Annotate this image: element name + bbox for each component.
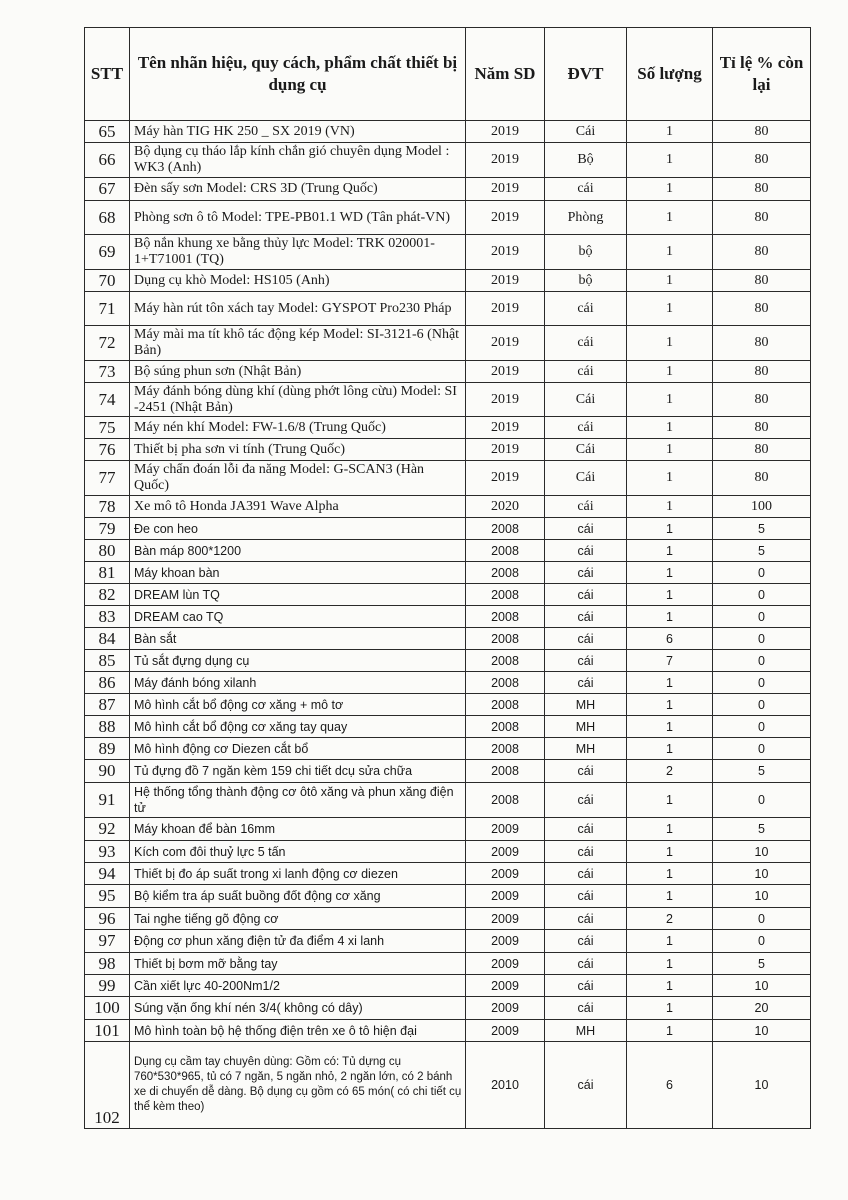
row-name: Đe con heo	[130, 518, 466, 540]
table-body	[85, 121, 811, 1129]
table-row	[85, 292, 811, 326]
row-year: 2008	[466, 650, 545, 672]
row-qty: 1	[627, 270, 713, 292]
row-year: 2008	[466, 760, 545, 783]
row-pct: 80	[713, 235, 811, 270]
row-pct: 80	[713, 461, 811, 496]
row-stt: 100	[85, 997, 130, 1020]
row-qty: 1	[627, 235, 713, 270]
row-year: 2009	[466, 863, 545, 885]
row-year: 2008	[466, 694, 545, 716]
row-unit: cái	[545, 908, 627, 930]
row-name: Bộ dụng cụ tháo lắp kính chắn gió chuyên dụng Model : WK3 (Anh)	[130, 143, 466, 178]
table-row	[85, 997, 811, 1020]
row-stt: 74	[85, 383, 130, 417]
row-stt: 87	[85, 694, 130, 716]
row-stt: 76	[85, 439, 130, 461]
row-year: 2019	[466, 121, 545, 143]
row-unit: cái	[545, 818, 627, 841]
row-pct: 0	[713, 650, 811, 672]
table-row	[85, 930, 811, 953]
row-name: Thiết bị pha sơn vi tính (Trung Quốc)	[130, 439, 466, 461]
row-stt: 89	[85, 738, 130, 760]
row-year: 2019	[466, 235, 545, 270]
row-unit: cái	[545, 326, 627, 361]
row-unit: cái	[545, 562, 627, 584]
row-year: 2020	[466, 496, 545, 518]
row-year: 2008	[466, 783, 545, 818]
table-row	[85, 672, 811, 694]
row-unit: cái	[545, 1042, 627, 1129]
table-row	[85, 1020, 811, 1042]
row-qty: 1	[627, 783, 713, 818]
row-qty: 1	[627, 672, 713, 694]
row-unit: cái	[545, 841, 627, 863]
row-qty: 1	[627, 461, 713, 496]
row-year: 2009	[466, 953, 545, 975]
row-pct: 10	[713, 885, 811, 908]
row-qty: 1	[627, 930, 713, 953]
row-pct: 10	[713, 841, 811, 863]
table-row	[85, 121, 811, 143]
row-name: Bàn máp 800*1200	[130, 540, 466, 562]
row-stt: 98	[85, 953, 130, 975]
table-header-row	[85, 28, 811, 121]
row-stt: 99	[85, 975, 130, 997]
row-stt: 72	[85, 326, 130, 361]
row-name: Tủ sắt đựng dụng cụ	[130, 650, 466, 672]
row-name: Máy mài ma tít khô tác động kép Model: SI-3121-6 (Nhật Bản)	[130, 326, 466, 361]
row-qty: 1	[627, 143, 713, 178]
table-row	[85, 439, 811, 461]
row-name: Bộ súng phun sơn (Nhật Bản)	[130, 361, 466, 383]
table-row	[85, 694, 811, 716]
row-qty: 1	[627, 953, 713, 975]
row-qty: 1	[627, 997, 713, 1020]
row-qty: 1	[627, 562, 713, 584]
row-year: 2009	[466, 930, 545, 953]
row-stt: 66	[85, 143, 130, 178]
row-unit: MH	[545, 716, 627, 738]
row-pct: 10	[713, 1020, 811, 1042]
row-unit: cái	[545, 417, 627, 439]
table-row	[85, 540, 811, 562]
row-name: DREAM cao TQ	[130, 606, 466, 628]
row-unit: cái	[545, 292, 627, 326]
table-row	[85, 650, 811, 672]
row-year: 2008	[466, 562, 545, 584]
header-qty: Số lượng	[627, 28, 713, 121]
row-year: 2008	[466, 540, 545, 562]
row-pct: 0	[713, 716, 811, 738]
row-pct: 100	[713, 496, 811, 518]
row-unit: cái	[545, 997, 627, 1020]
row-pct: 80	[713, 201, 811, 235]
row-qty: 1	[627, 326, 713, 361]
row-pct: 80	[713, 383, 811, 417]
row-year: 2019	[466, 201, 545, 235]
row-stt: 95	[85, 885, 130, 908]
table-row	[85, 628, 811, 650]
row-stt: 88	[85, 716, 130, 738]
row-stt: 68	[85, 201, 130, 235]
row-year: 2019	[466, 383, 545, 417]
row-name: Máy nén khí Model: FW-1.6/8 (Trung Quốc)	[130, 417, 466, 439]
table-row	[85, 383, 811, 417]
row-pct: 0	[713, 606, 811, 628]
table-row	[85, 584, 811, 606]
row-pct: 80	[713, 326, 811, 361]
row-stt: 90	[85, 760, 130, 783]
row-unit: Cái	[545, 121, 627, 143]
row-qty: 7	[627, 650, 713, 672]
row-pct: 5	[713, 760, 811, 783]
row-qty: 1	[627, 439, 713, 461]
row-year: 2008	[466, 672, 545, 694]
row-qty: 1	[627, 417, 713, 439]
row-pct: 80	[713, 178, 811, 201]
equipment-table	[84, 27, 811, 1129]
row-unit: cái	[545, 518, 627, 540]
row-unit: cái	[545, 863, 627, 885]
row-year: 2008	[466, 628, 545, 650]
row-unit: bộ	[545, 235, 627, 270]
row-year: 2009	[466, 818, 545, 841]
row-name: Mô hình cắt bổ động cơ xăng + mô tơ	[130, 694, 466, 716]
row-qty: 1	[627, 496, 713, 518]
row-pct: 0	[713, 930, 811, 953]
table-row	[85, 760, 811, 783]
table-row	[85, 518, 811, 540]
table-row	[85, 143, 811, 178]
row-unit: Cái	[545, 439, 627, 461]
table-row	[85, 841, 811, 863]
table-row	[85, 496, 811, 518]
row-name: Dụng cụ khò Model: HS105 (Anh)	[130, 270, 466, 292]
row-unit: MH	[545, 738, 627, 760]
row-qty: 1	[627, 540, 713, 562]
row-qty: 1	[627, 518, 713, 540]
row-stt: 91	[85, 783, 130, 818]
row-unit: cái	[545, 496, 627, 518]
row-year: 2019	[466, 270, 545, 292]
row-unit: cái	[545, 361, 627, 383]
row-stt: 94	[85, 863, 130, 885]
row-unit: cái	[545, 975, 627, 997]
row-pct: 0	[713, 783, 811, 818]
row-year: 2009	[466, 997, 545, 1020]
row-name: Tai nghe tiếng gõ động cơ	[130, 908, 466, 930]
row-name: Máy đánh bóng xilanh	[130, 672, 466, 694]
row-stt: 86	[85, 672, 130, 694]
row-name: Phòng sơn ô tô Model: TPE-PB01.1 WD (Tân phát-VN)	[130, 201, 466, 235]
row-name: Máy khoan để bàn 16mm	[130, 818, 466, 841]
row-unit: cái	[545, 650, 627, 672]
row-pct: 20	[713, 997, 811, 1020]
row-pct: 80	[713, 121, 811, 143]
row-stt: 73	[85, 361, 130, 383]
table-row	[85, 235, 811, 270]
table-row	[85, 201, 811, 235]
row-stt: 71	[85, 292, 130, 326]
row-unit: cái	[545, 178, 627, 201]
row-pct: 10	[713, 975, 811, 997]
row-unit: cái	[545, 783, 627, 818]
table-row	[85, 738, 811, 760]
row-year: 2019	[466, 143, 545, 178]
row-stt: 67	[85, 178, 130, 201]
row-qty: 1	[627, 383, 713, 417]
row-qty: 1	[627, 606, 713, 628]
table-row	[85, 417, 811, 439]
row-name: DREAM lùn TQ	[130, 584, 466, 606]
row-pct: 80	[713, 439, 811, 461]
row-year: 2009	[466, 1020, 545, 1042]
row-name: Thiết bị bơm mỡ bằng tay	[130, 953, 466, 975]
row-year: 2008	[466, 518, 545, 540]
header-name: Tên nhãn hiệu, quy cách, phẩm chất thiết bị dụng cụ	[130, 28, 466, 121]
row-name: Bàn sắt	[130, 628, 466, 650]
row-pct: 80	[713, 292, 811, 326]
row-unit: cái	[545, 540, 627, 562]
row-year: 2008	[466, 716, 545, 738]
table-row	[85, 1042, 811, 1129]
table-row	[85, 326, 811, 361]
row-pct: 0	[713, 694, 811, 716]
header-stt: STT	[85, 28, 130, 121]
row-qty: 1	[627, 716, 713, 738]
row-pct: 10	[713, 1042, 811, 1129]
row-year: 2019	[466, 461, 545, 496]
row-name: Xe mô tô Honda JA391 Wave Alpha	[130, 496, 466, 518]
table-row	[85, 562, 811, 584]
row-qty: 6	[627, 628, 713, 650]
row-name: Mô hình động cơ Diezen cắt bổ	[130, 738, 466, 760]
row-year: 2009	[466, 885, 545, 908]
row-name: Máy hàn TIG HK 250 _ SX 2019 (VN)	[130, 121, 466, 143]
row-qty: 2	[627, 908, 713, 930]
row-year: 2019	[466, 178, 545, 201]
row-unit: cái	[545, 760, 627, 783]
row-year: 2019	[466, 417, 545, 439]
table-row	[85, 270, 811, 292]
row-stt: 65	[85, 121, 130, 143]
row-name: Dụng cụ cầm tay chuyên dùng: Gồm có: Tủ dựng cụ 760*530*965, tủ có 7 ngăn, 5 ngăn nhỏ, 2 ngăn lớn, có 2 bánh xe di chuyển dễ dàng. Bộ dụng cụ gồm có 65 món( có chi tiết cụ thể kèm theo)	[130, 1042, 466, 1129]
row-name: Mô hình cắt bổ động cơ xăng tay quay	[130, 716, 466, 738]
row-year: 2019	[466, 326, 545, 361]
row-qty: 1	[627, 201, 713, 235]
row-qty: 1	[627, 863, 713, 885]
row-unit: cái	[545, 930, 627, 953]
row-qty: 1	[627, 121, 713, 143]
header-unit: ĐVT	[545, 28, 627, 121]
row-unit: cái	[545, 672, 627, 694]
row-unit: MH	[545, 1020, 627, 1042]
row-stt: 102	[85, 1042, 130, 1129]
row-year: 2009	[466, 841, 545, 863]
row-qty: 2	[627, 760, 713, 783]
row-pct: 5	[713, 540, 811, 562]
row-stt: 80	[85, 540, 130, 562]
row-unit: bộ	[545, 270, 627, 292]
header-year: Năm SD	[466, 28, 545, 121]
table-row	[85, 975, 811, 997]
row-stt: 101	[85, 1020, 130, 1042]
table-row	[85, 606, 811, 628]
row-stt: 81	[85, 562, 130, 584]
row-stt: 79	[85, 518, 130, 540]
row-unit: Cái	[545, 383, 627, 417]
row-year: 2019	[466, 361, 545, 383]
row-unit: cái	[545, 885, 627, 908]
row-qty: 1	[627, 694, 713, 716]
row-pct: 80	[713, 270, 811, 292]
header-pct: Tỉ lệ % còn lại	[713, 28, 811, 121]
row-year: 2010	[466, 1042, 545, 1129]
row-unit: Cái	[545, 461, 627, 496]
row-name: Kích com đôi thuỷ lực 5 tấn	[130, 841, 466, 863]
table-row	[85, 461, 811, 496]
row-qty: 1	[627, 738, 713, 760]
table-row	[85, 818, 811, 841]
table-row	[85, 783, 811, 818]
row-stt: 93	[85, 841, 130, 863]
row-name: Bộ kiểm tra áp suất buồng đốt động cơ xăng	[130, 885, 466, 908]
row-stt: 70	[85, 270, 130, 292]
row-qty: 1	[627, 292, 713, 326]
row-pct: 0	[713, 738, 811, 760]
row-year: 2009	[466, 975, 545, 997]
table-row	[85, 953, 811, 975]
row-year: 2009	[466, 908, 545, 930]
row-year: 2008	[466, 584, 545, 606]
row-qty: 1	[627, 584, 713, 606]
row-name: Súng vặn ống khí nén 3/4( không có dây)	[130, 997, 466, 1020]
row-stt: 84	[85, 628, 130, 650]
row-qty: 1	[627, 818, 713, 841]
table-row	[85, 178, 811, 201]
row-name: Bộ nắn khung xe bằng thủy lực Model: TRK 020001-1+T71001 (TQ)	[130, 235, 466, 270]
row-year: 2019	[466, 292, 545, 326]
row-name: Máy chẩn đoán lỗi đa năng Model: G-SCAN3 (Hàn Quốc)	[130, 461, 466, 496]
row-pct: 10	[713, 863, 811, 885]
row-pct: 0	[713, 584, 811, 606]
row-unit: MH	[545, 694, 627, 716]
row-qty: 1	[627, 361, 713, 383]
row-stt: 78	[85, 496, 130, 518]
row-stt: 85	[85, 650, 130, 672]
row-qty: 1	[627, 841, 713, 863]
table-row	[85, 908, 811, 930]
row-name: Máy khoan bàn	[130, 562, 466, 584]
row-name: Thiết bị đo áp suất trong xi lanh động cơ diezen	[130, 863, 466, 885]
row-name: Cần xiết lực 40-200Nm1/2	[130, 975, 466, 997]
row-stt: 69	[85, 235, 130, 270]
row-qty: 1	[627, 178, 713, 201]
row-stt: 97	[85, 930, 130, 953]
row-name: Máy hàn rút tôn xách tay Model: GYSPOT Pro230 Pháp	[130, 292, 466, 326]
row-name: Động cơ phun xăng điện tử đa điểm 4 xi lanh	[130, 930, 466, 953]
table-row	[85, 885, 811, 908]
row-pct: 0	[713, 908, 811, 930]
row-stt: 92	[85, 818, 130, 841]
table-row	[85, 716, 811, 738]
row-pct: 5	[713, 953, 811, 975]
row-pct: 80	[713, 361, 811, 383]
row-unit: cái	[545, 606, 627, 628]
row-pct: 0	[713, 562, 811, 584]
row-name: Máy đánh bóng dùng khí (dùng phớt lông cừu) Model: SI -2451 (Nhật Bản)	[130, 383, 466, 417]
row-stt: 77	[85, 461, 130, 496]
row-pct: 0	[713, 672, 811, 694]
row-name: Tủ đựng đồ 7 ngăn kèm 159 chi tiết dcụ sửa chữa	[130, 760, 466, 783]
row-pct: 5	[713, 818, 811, 841]
row-pct: 80	[713, 143, 811, 178]
row-stt: 96	[85, 908, 130, 930]
row-pct: 80	[713, 417, 811, 439]
row-year: 2008	[466, 606, 545, 628]
row-unit: Phòng	[545, 201, 627, 235]
row-name: Đèn sấy sơn Model: CRS 3D (Trung Quốc)	[130, 178, 466, 201]
row-unit: cái	[545, 628, 627, 650]
row-qty: 6	[627, 1042, 713, 1129]
row-year: 2019	[466, 439, 545, 461]
row-name: Hệ thống tổng thành động cơ ôtô xăng và phun xăng điện tử	[130, 783, 466, 818]
row-year: 2008	[466, 738, 545, 760]
row-name: Mô hình toàn bộ hệ thống điện trên xe ô tô hiện đại	[130, 1020, 466, 1042]
row-qty: 1	[627, 975, 713, 997]
row-pct: 0	[713, 628, 811, 650]
row-stt: 83	[85, 606, 130, 628]
row-stt: 82	[85, 584, 130, 606]
row-stt: 75	[85, 417, 130, 439]
row-qty: 1	[627, 1020, 713, 1042]
row-unit: cái	[545, 953, 627, 975]
table-row	[85, 361, 811, 383]
row-pct: 5	[713, 518, 811, 540]
row-unit: Bộ	[545, 143, 627, 178]
row-unit: cái	[545, 584, 627, 606]
table-row	[85, 863, 811, 885]
row-qty: 1	[627, 885, 713, 908]
